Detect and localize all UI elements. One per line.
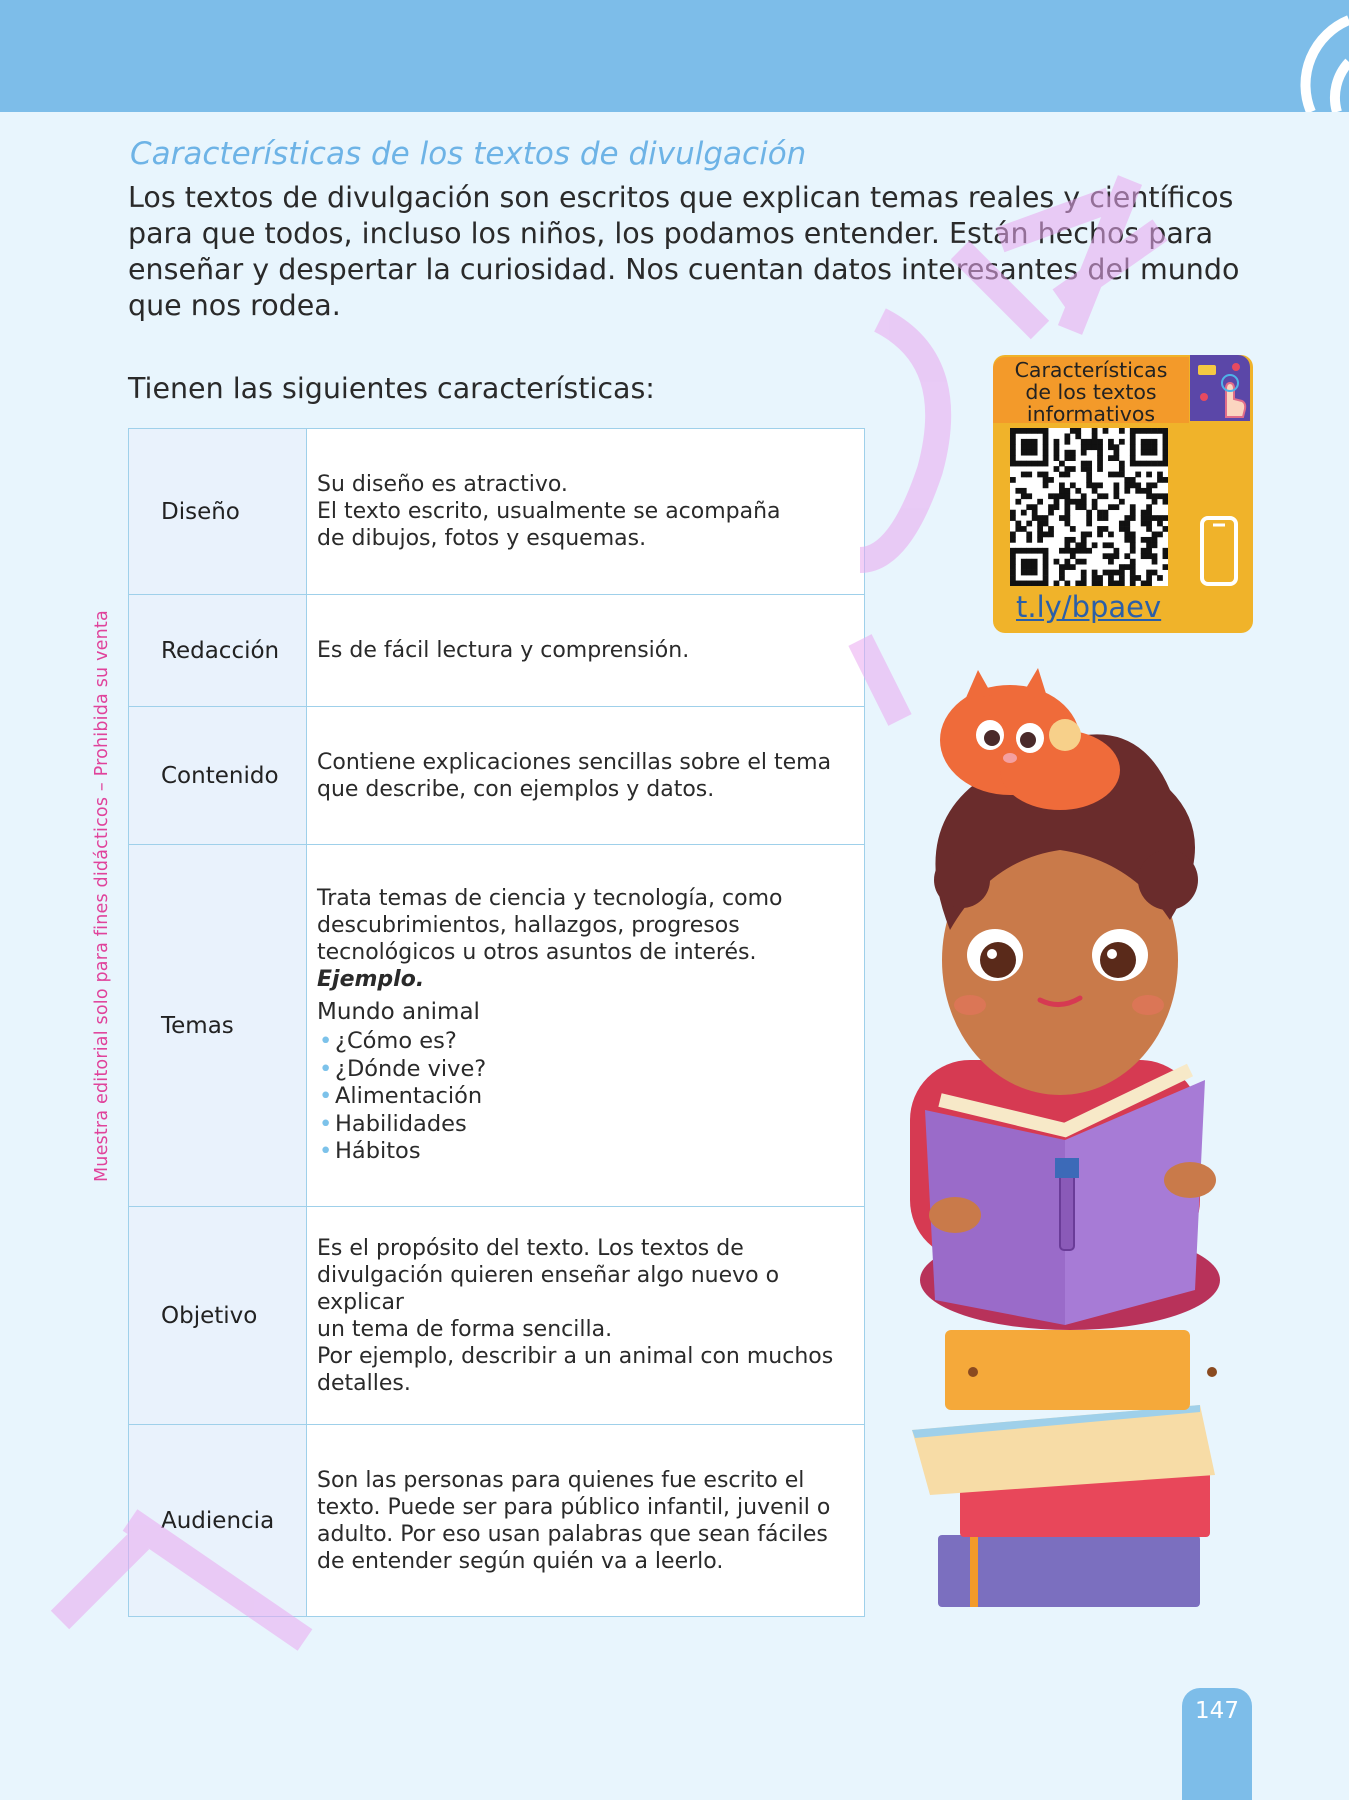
- description-line: divulgación quieren enseñar algo nuevo o: [317, 1262, 780, 1288]
- description-line: Su diseño es atractivo.: [317, 472, 568, 497]
- list-item: • ¿Cómo es?: [317, 1028, 854, 1056]
- row-label: Redacción: [129, 595, 307, 707]
- side-note: Muestra editorial solo para fines didácticos – Prohibida su venta: [92, 610, 112, 1182]
- list-item: • Habilidades: [317, 1111, 854, 1139]
- page-number: 147: [1195, 1698, 1239, 1724]
- description-line: Trata temas de ciencia y tecnología, como: [317, 886, 783, 912]
- decorative-arcs: [1249, 0, 1349, 112]
- table-row: [129, 429, 865, 595]
- table-row: [129, 1207, 865, 1425]
- row-label: Objetivo: [129, 1207, 307, 1425]
- qr-title-line: Características: [1014, 358, 1168, 382]
- row-label: Diseño: [129, 429, 307, 595]
- row-label: Temas: [129, 845, 307, 1207]
- row-description: [307, 845, 865, 1207]
- row-description: [307, 429, 865, 595]
- characteristics-table: [128, 428, 865, 1617]
- description-line: Por ejemplo, describir a un animal con muchos: [317, 1343, 834, 1369]
- touch-hand-icon: [1190, 355, 1250, 421]
- list-item: • Alimentación: [317, 1083, 854, 1111]
- example-title: Mundo animal: [317, 999, 480, 1026]
- example-list: [317, 1028, 854, 1166]
- intro-paragraph: Los textos de divulgación son escritos que explican temas reales y científicos para que todos, incluso los niños, los podamos entender. Están hechos para enseñar y despertar la curiosidad. Nos cuentan datos interesantes del mundo que nos rodea.: [128, 181, 1240, 322]
- qr-card-title: [993, 357, 1189, 426]
- description-line: un tema de forma sencilla.: [317, 1316, 613, 1342]
- row-label: Contenido: [129, 707, 307, 845]
- qr-link[interactable]: t.ly/bpaev: [1016, 590, 1162, 624]
- row-description: [307, 1207, 865, 1425]
- row-description: [307, 1425, 865, 1617]
- qr-card: [993, 355, 1253, 633]
- description-line: adulto. Por eso usan palabras que sean fáciles: [317, 1521, 828, 1547]
- row-description: [307, 595, 865, 707]
- table-row: [129, 595, 865, 707]
- child-reading-illustration: [870, 660, 1250, 1610]
- description-line: descubrimientos, hallazgos, progresos: [317, 913, 740, 939]
- description-line: El texto escrito, usualmente se acompaña: [317, 499, 781, 524]
- phone-icon: [1199, 515, 1239, 591]
- table-row: [129, 707, 865, 845]
- qr-code-icon[interactable]: [1010, 428, 1168, 586]
- table-row: [129, 845, 865, 1207]
- table-row: [129, 1425, 865, 1617]
- description-line: tecnológicos u otros asuntos de interés.: [317, 940, 757, 966]
- qr-title-line: informativos: [1026, 402, 1156, 426]
- list-item: • ¿Dónde vive?: [317, 1056, 854, 1084]
- description-line: de entender según quién va a leerlo.: [317, 1548, 724, 1574]
- row-label: Audiencia: [129, 1425, 307, 1617]
- description-line: explicar: [317, 1289, 404, 1315]
- page-number-tab: [1182, 1688, 1252, 1800]
- description-line: Contiene explicaciones sencillas sobre el tema: [317, 749, 832, 775]
- section-title: Características de los textos de divulgación: [130, 136, 807, 172]
- list-item: • Hábitos: [317, 1138, 854, 1166]
- example-label: Ejemplo.: [317, 967, 425, 993]
- row-description: [307, 707, 865, 845]
- characteristics-subheading: Tienen las siguientes características:: [128, 372, 655, 405]
- description-line: Son las personas para quienes fue escrito el: [317, 1467, 805, 1493]
- description-line: de dibujos, fotos y esquemas.: [317, 526, 647, 551]
- description-line: detalles.: [317, 1370, 411, 1396]
- top-banner: [0, 0, 1349, 112]
- description-line: Es el propósito del texto. Los textos de: [317, 1235, 744, 1261]
- description-line: que describe, con ejemplos y datos.: [317, 776, 715, 802]
- description-line: texto. Puede ser para público infantil, juvenil o: [317, 1494, 831, 1520]
- description-line: Es de fácil lectura y comprensión.: [317, 638, 690, 663]
- qr-title-line: de los textos: [1025, 380, 1157, 404]
